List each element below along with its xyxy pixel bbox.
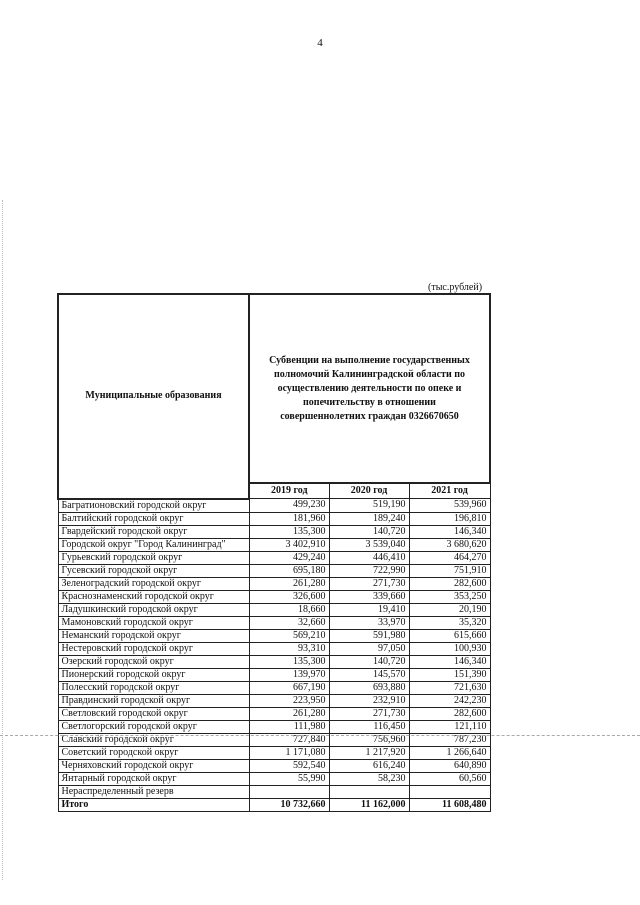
value-2021: 196,810 (409, 512, 490, 525)
value-2020: 3 539,040 (329, 538, 409, 551)
municipality-name: Озерский городской округ (58, 655, 249, 668)
value-2019: 727,840 (249, 733, 329, 746)
value-2019: 3 402,910 (249, 538, 329, 551)
municipality-name: Мамоновский городской округ (58, 616, 249, 629)
value-2019: 695,180 (249, 564, 329, 577)
value-2020: 232,910 (329, 694, 409, 707)
table-row (58, 642, 490, 655)
value-2019: 499,230 (249, 499, 329, 513)
value-2019: 55,990 (249, 772, 329, 785)
value-2021: 35,320 (409, 616, 490, 629)
municipality-name: Неманский городской округ (58, 629, 249, 642)
value-2021: 1 266,640 (409, 746, 490, 759)
municipality-name: Советский городской округ (58, 746, 249, 759)
value-2021 (409, 785, 490, 798)
header-subvention-description: Субвенции на выполнение государственных полномочий Калининградской области по осуществлению деятельности по опеке и попечительству в отношении совершеннолетних граждан 0326670650 (249, 294, 490, 483)
value-2021: 60,560 (409, 772, 490, 785)
value-2020: 1 217,920 (329, 746, 409, 759)
municipality-name: Светловский городской округ (58, 707, 249, 720)
header-municipalities: Муниципальные образования (58, 294, 249, 499)
value-2019: 18,660 (249, 603, 329, 616)
subvention-table (57, 293, 491, 812)
table-row (58, 707, 490, 720)
municipality-name: Янтарный городской округ (58, 772, 249, 785)
value-2019: 261,280 (249, 577, 329, 590)
municipality-name: Краснознаменский городской округ (58, 590, 249, 603)
value-2020: 189,240 (329, 512, 409, 525)
value-2020: 97,050 (329, 642, 409, 655)
value-2021: 615,660 (409, 629, 490, 642)
value-2019: 139,970 (249, 668, 329, 681)
value-2021: 151,390 (409, 668, 490, 681)
value-2021: 721,630 (409, 681, 490, 694)
value-2021: 539,960 (409, 499, 490, 513)
value-2020: 591,980 (329, 629, 409, 642)
value-2021: 121,110 (409, 720, 490, 733)
table-row (58, 564, 490, 577)
value-2019: 667,190 (249, 681, 329, 694)
table-row (58, 603, 490, 616)
header-year-2019: 2019 год (249, 483, 329, 499)
header-year-2021: 2021 год (409, 483, 490, 499)
value-2019: 135,300 (249, 655, 329, 668)
municipality-name: Нераспределенный резерв (58, 785, 249, 798)
table-row (58, 655, 490, 668)
value-2020: 271,730 (329, 707, 409, 720)
municipality-name: Славский городской округ (58, 733, 249, 746)
value-2021: 282,600 (409, 707, 490, 720)
value-2020: 339,660 (329, 590, 409, 603)
value-2019: 111,980 (249, 720, 329, 733)
value-2019: 32,660 (249, 616, 329, 629)
table-row (58, 759, 490, 772)
table-row (58, 629, 490, 642)
table-row (58, 746, 490, 759)
value-2021: 11 608,480 (409, 798, 490, 811)
value-2019: 93,310 (249, 642, 329, 655)
total-row (58, 798, 490, 811)
value-2021: 20,190 (409, 603, 490, 616)
value-2019: 261,280 (249, 707, 329, 720)
table-row (58, 720, 490, 733)
value-2020: 271,730 (329, 577, 409, 590)
value-2021: 242,230 (409, 694, 490, 707)
page-number: 4 (317, 37, 323, 49)
table-row (58, 499, 490, 513)
table-row (58, 538, 490, 551)
value-2019: 181,960 (249, 512, 329, 525)
municipality-name: Зеленоградский городской округ (58, 577, 249, 590)
municipality-name: Багратионовский городской округ (58, 499, 249, 513)
table-row (58, 694, 490, 707)
municipality-name: Гурьевский городской округ (58, 551, 249, 564)
value-2021: 100,930 (409, 642, 490, 655)
value-2021: 353,250 (409, 590, 490, 603)
value-2019: 223,950 (249, 694, 329, 707)
value-2020: 11 162,000 (329, 798, 409, 811)
table-row (58, 525, 490, 538)
table-row (58, 772, 490, 785)
municipality-name: Черняховский городской округ (58, 759, 249, 772)
scan-margin-marks (2, 200, 4, 880)
value-2019: 326,600 (249, 590, 329, 603)
value-2019: 569,210 (249, 629, 329, 642)
value-2020: 756,960 (329, 733, 409, 746)
table-row (58, 590, 490, 603)
municipality-name: Правдинский городской округ (58, 694, 249, 707)
value-2019 (249, 785, 329, 798)
municipality-name: Гвардейский городской округ (58, 525, 249, 538)
value-2021: 146,340 (409, 525, 490, 538)
value-2020: 145,570 (329, 668, 409, 681)
header-year-2020: 2020 год (329, 483, 409, 499)
value-2019: 429,240 (249, 551, 329, 564)
table-row (58, 512, 490, 525)
value-2021: 3 680,620 (409, 538, 490, 551)
value-2019: 135,300 (249, 525, 329, 538)
value-2020: 19,410 (329, 603, 409, 616)
value-2020: 140,720 (329, 525, 409, 538)
value-2020: 722,990 (329, 564, 409, 577)
municipality-name: Пионерский городской округ (58, 668, 249, 681)
value-2020 (329, 785, 409, 798)
value-2020: 446,410 (329, 551, 409, 564)
municipality-name: Светлогорский городской округ (58, 720, 249, 733)
table-row (58, 681, 490, 694)
value-2020: 140,720 (329, 655, 409, 668)
value-2021: 464,270 (409, 551, 490, 564)
municipality-name: Балтийский городской округ (58, 512, 249, 525)
value-2020: 693,880 (329, 681, 409, 694)
value-2021: 146,340 (409, 655, 490, 668)
table-body (58, 499, 490, 812)
municipality-name: Ладушкинский городской округ (58, 603, 249, 616)
table-row (58, 616, 490, 629)
total-label: Итого (58, 798, 249, 811)
table-row (58, 577, 490, 590)
value-2020: 616,240 (329, 759, 409, 772)
value-2020: 33,970 (329, 616, 409, 629)
municipality-name: Полесский городской округ (58, 681, 249, 694)
table-row (58, 785, 490, 798)
value-2021: 640,890 (409, 759, 490, 772)
value-2019: 10 732,660 (249, 798, 329, 811)
municipality-name: Гусевский городской округ (58, 564, 249, 577)
value-2021: 751,910 (409, 564, 490, 577)
value-2021: 787,230 (409, 733, 490, 746)
value-2019: 1 171,080 (249, 746, 329, 759)
scan-fold-line (0, 735, 640, 736)
value-2020: 116,450 (329, 720, 409, 733)
table-row (58, 668, 490, 681)
units-label: (тыс.рублей) (428, 282, 483, 293)
value-2020: 519,190 (329, 499, 409, 513)
table-row (58, 551, 490, 564)
value-2020: 58,230 (329, 772, 409, 785)
value-2021: 282,600 (409, 577, 490, 590)
municipality-name: Городской округ "Город Калининград" (58, 538, 249, 551)
value-2019: 592,540 (249, 759, 329, 772)
municipality-name: Нестеровский городской округ (58, 642, 249, 655)
